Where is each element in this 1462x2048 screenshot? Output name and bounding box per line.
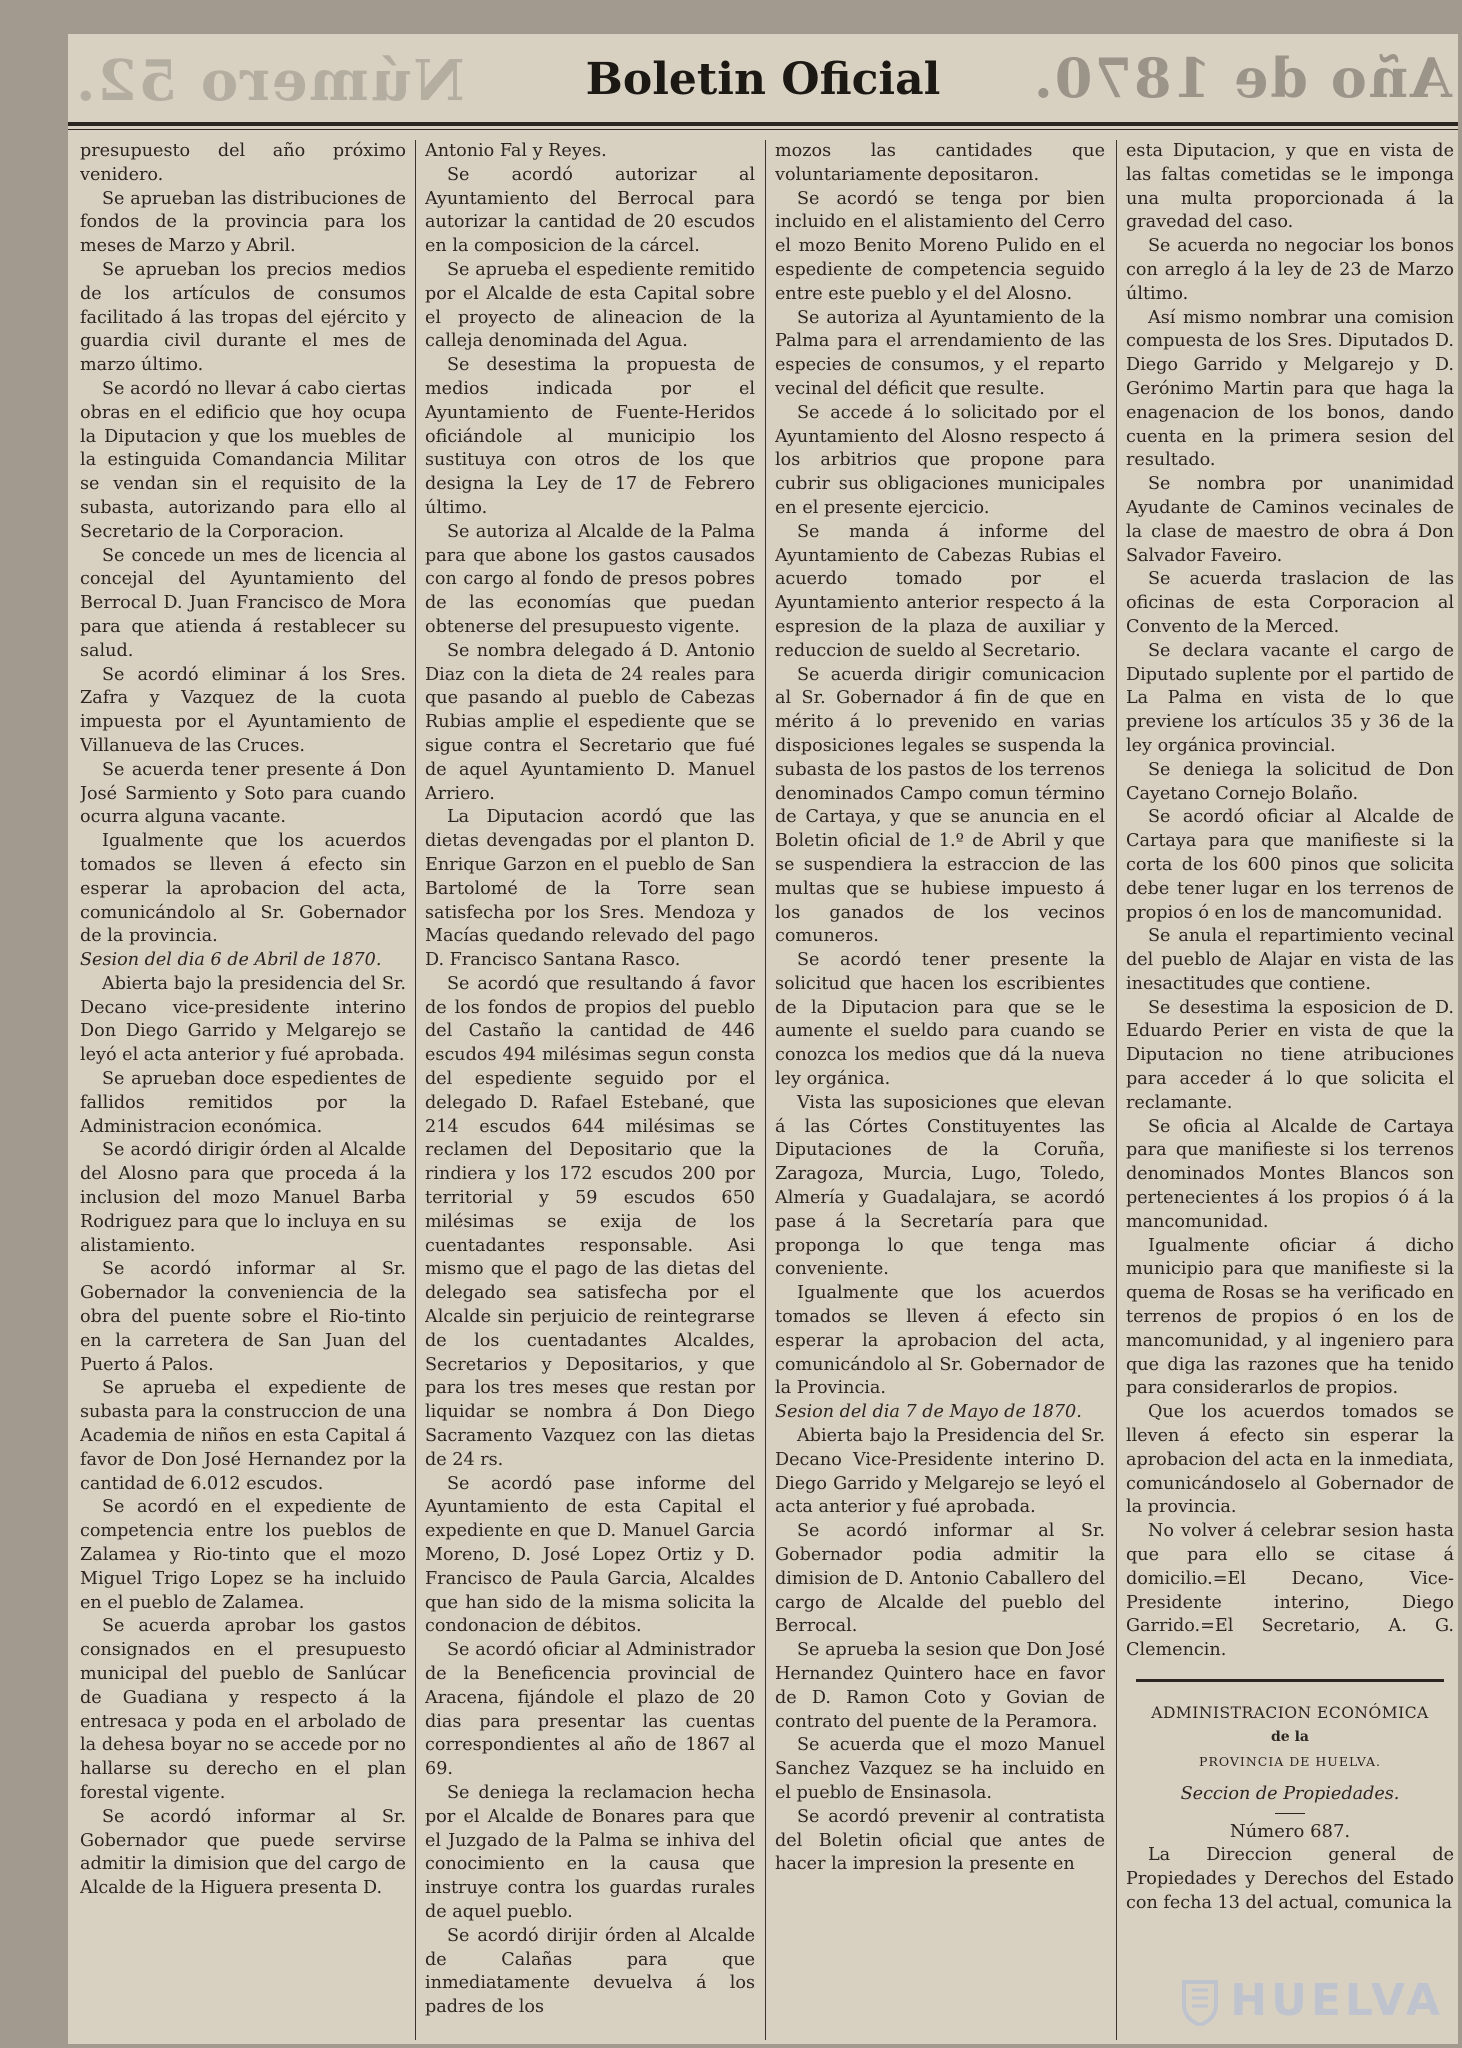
paragraph: Se acordó informar al Sr. Gobernador que puede servirse admitir la dimision que del cargo de Alcalde de la Higuera presenta D. (80, 1806, 406, 1899)
crest-icon (1180, 1976, 1220, 2026)
paragraph: Se acordó dirigir órden al Alcalde del Alosno para que proceda á la inclusion del mozo Manuel Barba Rodriguez para que lo incluya en su alistamiento. (80, 1140, 406, 1256)
paragraph: Se acordó se tenga por bien incluido en el alistamiento del Cerro el mozo Benito Moreno Pulido en el espediente de competencia seguido entre este pueblo y el del Alosno. (775, 188, 1105, 304)
section-title: ADMINISTRACION ECONÓMICA (1151, 1704, 1429, 1722)
section-province: PROVINCIA DE HUELVA. (1199, 1753, 1381, 1769)
paragraph: Se anula el repartimiento vecinal del pueblo de Alajar en vista de las inesactitudes que contiene. (1126, 926, 1454, 994)
paragraph: La Direccion general de Propiedades y Derechos del Estado con fecha 13 del actual, comunica la (1126, 1844, 1454, 1913)
paragraph: Se aprueba el expediente de subasta para la construccion de una Academia de niños en esta Capital á favor de Don José Hernandez por la cantidad de 6.012 escudos. (80, 1378, 406, 1494)
paragraph: Se aprueba la sesion que Don José Hernandez Quintero hace en favor de D. Ramon Coto y Govian de contrato del puente de la Peramora. (775, 1640, 1105, 1732)
paragraph: La Diputacion acordó que las dietas devengadas por el planton D. Enrique Garzon en el pueblo de San Bartolomé de la Torre sean satisfecha por los Sres. Mendoza y Macías quedando relevado del pago D. Francisco Santana Rasco. (425, 807, 755, 971)
paragraph: Se oficia al Alcalde de Cartaya para que manifieste si los terrenos denominados Montes Blancos son pertenecientes á los propios ó á la mancomunidad. (1126, 1116, 1454, 1232)
paragraph: Se autoriza al Ayuntamiento de la Palma para el arrendamiento de las especies de consumos, y el reparto vecinal del déficit que resulte. (775, 307, 1105, 399)
paragraph: Se acordó pase informe del Ayuntamiento de esta Capital el expediente en que D. Manuel Garcia Moreno, D. José Lopez Ortiz y D. Francisco de Paula Garcia, Alcaldes que han sido de la misma solicita la condonacion de débitos. (425, 1473, 755, 1637)
paragraph: Se declara vacante el cargo de Diputado suplente por el partido de La Palma en vista de lo que previene los artículos 35 y 36 de la ley orgánica provincial. (1126, 640, 1454, 756)
column-divider (1116, 140, 1117, 2040)
paragraph: Se acordó prevenir al contratista del Boletin oficial que antes de hacer la impresion la presente en (775, 1806, 1105, 1875)
paragraph: Se acordó informar al Sr. Gobernador podia admitir la dimision de D. Antonio Caballero del cargo de Alcalde del pueblo del Berrocal. (775, 1521, 1105, 1637)
column-3 (775, 140, 1105, 2042)
paragraph: presupuesto del año próximo venidero. (80, 141, 406, 185)
column-2 (425, 140, 755, 2042)
section-rule (1136, 1679, 1444, 1682)
paragraph: Así mismo nombrar una comision compuesta de los Sres. Diputados D. Diego Garrido y Melgarejo y D. Gerónimo Martin para que haga la enagenacion de los bonos, dando cuenta en la primera sesion del resultado. (1126, 307, 1454, 471)
header-rule (68, 122, 1458, 130)
paragraph: Se accede á lo solicitado por el Ayuntamiento del Alosno respecto á los arbitrios que propone para cubrir sus obligaciones municipales en el presente ejercicio. (775, 402, 1105, 518)
paragraph: Se acordó dirijir órden al Alcalde de Calañas para que inmediatamente devuelva á los padres de los (425, 1925, 755, 2018)
paragraph: Se concede un mes de licencia al concejal del Ayuntamiento del Berrocal D. Juan Francisco de Mora para que atienda á restablecer su salud. (80, 545, 406, 661)
paragraph: Se acuerda que el mozo Manuel Sanchez Vazquez se ha incluido en el pueblo de Ensinasola. (775, 1735, 1105, 1803)
paragraph: Se acordó informar al Sr. Gobernador la conveniencia de la obra del puente sobre el Rio-tinto en la carretera de San Juan del Puerto á Palos. (80, 1259, 406, 1375)
paragraph: Igualmente oficiar á dicho municipio para que manifieste si la quema de Rosas se ha verificado en terrenos de propios ó en los de mancomunidad, y al ingeniero para que diga las razones que ha tenido para considerarlos de propios. (1126, 1235, 1454, 1399)
archive-watermark (1180, 1975, 1444, 2026)
paragraph: Antonio Fal y Reyes. (425, 141, 607, 161)
paragraph: esta Diputacion, y que en vista de las faltas cometidas se le imponga una multa proporcionada á la gravedad del caso. (1126, 141, 1454, 233)
paragraph: Se acuerda dirigir comunicacion al Sr. Gobernador á fin de que en mérito á lo prevenido en varias disposiciones legales se suspenda la subasta de los pastos de los terrenos denominados Campo comun término de Cartaya, y que se anuncia en el Boletin oficial de 1.º de Abril y que se suspendiera la estraccion de las multas que se hubiese impuesto á los ganados de los vecinos comuneros. (775, 664, 1105, 947)
paragraph: Se acuerda tener presente á Don José Sarmiento y Soto para cuando ocurra alguna vacante. (80, 759, 406, 828)
paragraph: Se acuerda traslacion de las oficinas de esta Corporacion al Convento de la Merced. (1126, 569, 1454, 637)
paragraph: Se aprueba el espediente remitido por el Alcalde de esta Capital sobre el proyecto de alineacion de la calleja denominada del Agua. (425, 259, 755, 352)
paragraph: Se acordó en el expediente de competencia entre los pueblos de Zalamea y Rio-tinto que el mozo Miguel Trigo Lopez se ha incluido en el pueblo de Zalamea. (80, 1497, 406, 1613)
session-heading: Sesion del dia 7 de Mayo de 1870. (775, 1402, 1082, 1423)
section-name: Seccion de Propiedades. (1180, 1784, 1400, 1805)
short-rule (1275, 1813, 1305, 1814)
watermark-text: HUELVA (1230, 1975, 1444, 2026)
paragraph: Se acordó oficiar al Alcalde de Cartaya para que manifieste si la corta de los 600 pinos que solicita debe tener lugar en los terrenos de propios ó en los de mancomunidad. (1126, 807, 1454, 923)
paragraph: Abierta bajo la presidencia del Sr. Decano vice-presidente interino Don Diego Garrido y Melgarejo se leyó el acta anterior y fué aprobada. (80, 973, 406, 1066)
bleedthrough-year: Año de 1870. (1032, 46, 1452, 110)
paragraph: Se deniega la solicitud de Don Cayetano Cornejo Bolaño. (1126, 759, 1454, 804)
section-subtitle: de la (1271, 1728, 1309, 1745)
paragraph: Se aprueban doce espedientes de fallidos remitidos por la Administracion económica. (80, 1069, 406, 1137)
paragraph: Abierta bajo la Presidencia del Sr. Decano Vice-Presidente interino D. Diego Garrido y Melgarejo se leyó el acta anterior y fué aprobada. (775, 1426, 1105, 1518)
paragraph: Se manda á informe del Ayuntamiento de Cabezas Rubias el acuerdo tomado por el Ayuntamiento anterior respecto á la espresion de la plaza de auxiliar y reduccion de sueldo al Secretario. (775, 521, 1105, 661)
paragraph: Igualmente que los acuerdos tomados se lleven á efecto sin esperar la aprobacion del acta, comunicándolo al Sr. Gobernador de la Provincia. (775, 1283, 1105, 1399)
session-heading: Sesion del dia 6 de Abril de 1870. (80, 950, 382, 971)
paragraph: Se desestima la esposicion de D. Eduardo Perier en vista de que la Diputacion no tiene atribuciones para acceder á lo que solicita el reclamante. (1126, 997, 1454, 1113)
newspaper-page (68, 34, 1458, 2044)
column-1 (80, 140, 406, 2042)
masthead (68, 34, 1458, 140)
paragraph: Se desestima la propuesta de medios indicada por el Ayuntamiento de Fuente-Heridos oficiándole al municipio los sustituya con otros de los que designa la Ley de 17 de Febrero último. (425, 355, 755, 518)
paragraph: Se acordó autorizar al Ayuntamiento del Berrocal para autorizar la cantidad de 20 escudos en la composicion de la cárcel. (425, 164, 755, 257)
paragraph: Se acuerda no negociar los bonos con arreglo á la ley de 23 de Marzo último. (1126, 236, 1454, 304)
paragraph: Se acordó tener presente la solicitud que hacen los escribientes de la Diputacion para que se le aumente el sueldo para cuando se conozca los medios que dá la nueva ley orgánica. (775, 950, 1105, 1090)
paragraph: Se deniega la reclamacion hecha por el Alcalde de Bonares para que el Juzgado de la Palma se inhiva del conocimiento en la causa que instruye contra los guardas rurales de aquel pueblo. (425, 1782, 755, 1922)
paragraph: Se autoriza al Alcalde de la Palma para que abone los gastos causados con cargo al fondo de presos pobres de las economías que puedan obtenerse del presupuesto vigente. (425, 521, 755, 637)
column-4 (1126, 140, 1454, 2042)
paragraph: Se aprueban los precios medios de los artículos de consumos facilitado á las tropas del ejército y guardia civil durante el mes de marzo último. (80, 259, 406, 376)
paragraph: Que los acuerdos tomados se lleven á efecto sin esperar la aprobacion del acta en la inmediata, comunicándoselo al Gobernador de la provincia. (1126, 1402, 1454, 1518)
column-divider (765, 140, 766, 2040)
paragraph: mozos las cantidades que voluntariamente depositaron. (775, 141, 1105, 185)
paragraph: Se acordó eliminar á los Sres. Zafra y Vazquez de la cuota impuesta por el Ayuntamiento de Villanueva de las Cruces. (80, 664, 406, 756)
newspaper-title: Boletin Oficial (585, 54, 941, 105)
paragraph: Se acordó oficiar al Administrador de la Beneficencia provincial de Aracena, fijándole el plazo de 20 dias para presentar las cuentas correspondientes al año de 1867 al 69. (425, 1640, 755, 1780)
bleedthrough-number: Número 52. (74, 48, 465, 114)
column-divider (415, 140, 416, 2040)
paragraph: No volver á celebrar sesion hasta que para ello se citase á domicilio.=El Decano, Vice-Presidente interino, Diego Garrido.=El Secretario, A. G. Clemencin. (1126, 1521, 1454, 1661)
paragraph: Igualmente que los acuerdos tomados se lleven á efecto sin esperar la aprobacion del acta, comunicándolo al Sr. Gobernador de la provincia. (80, 831, 406, 947)
paragraph: Se acordó no llevar á cabo ciertas obras en el edificio que hoy ocupa la Diputacion y que los muebles de la estinguida Comandancia Militar se vendan sin el requisito de la subasta, autorizando para ello al Secretario de la Corporacion. (80, 378, 406, 542)
paragraph: Se nombra por unanimidad Ayudante de Caminos vecinales de la clase de maestro de obra á Don Salvador Faveiro. (1126, 474, 1454, 566)
notice-number: Número 687. (1229, 1821, 1351, 1843)
paragraph: Se aprueban las distribuciones de fondos de la provincia para los meses de Marzo y Abril. (80, 188, 406, 257)
paragraph: Vista las suposiciones que elevan á las Córtes Constituyentes las Diputaciones de la Coruña, Zaragoza, Murcia, Lugo, Toledo, Almería y Guadalajara, se acordó pase á la Secretaría para que proponga lo que tenga mas conveniente. (775, 1092, 1105, 1280)
paragraph: Se acuerda aprobar los gastos consignados en el presupuesto municipal del pueblo de Sanlúcar de Guadiana y respecto á la entresaca y poda en el arbolado de la dehesa boyar no se accede por no hallarse su derecho en el plan forestal vigente. (80, 1616, 406, 1803)
paragraph: Se acordó que resultando á favor de los fondos de propios del pueblo del Castaño la cantidad de 446 escudos 494 milésimas segun consta del espediente seguido por el delegado D. Rafael Estebané, que 214 escudos 644 milésimas se reclamen del Depositario que la rindiera y los 172 escudos 200 por territorial y 59 escudos 650 milésimas se exija de los cuentadantes responsable. Asi mismo que el pago de las dietas del delegado sea satisfecha por el Alcalde sin perjuicio de reintegrarse de los cuentadantes Alcaldes, Secretarios y Depositarios, y que para los tres meses que restan por liquidar se nombra á Don Diego Sacramento Vazquez con las dietas de 24 rs. (425, 973, 755, 1470)
paragraph: Se nombra delegado á D. Antonio Diaz con la dieta de 24 reales para que pasando al pueblo de Cabezas Rubias amplie el espediente que se sigue contra el Secretario que fué de aquel Ayuntamiento D. Manuel Arriero. (425, 640, 755, 804)
